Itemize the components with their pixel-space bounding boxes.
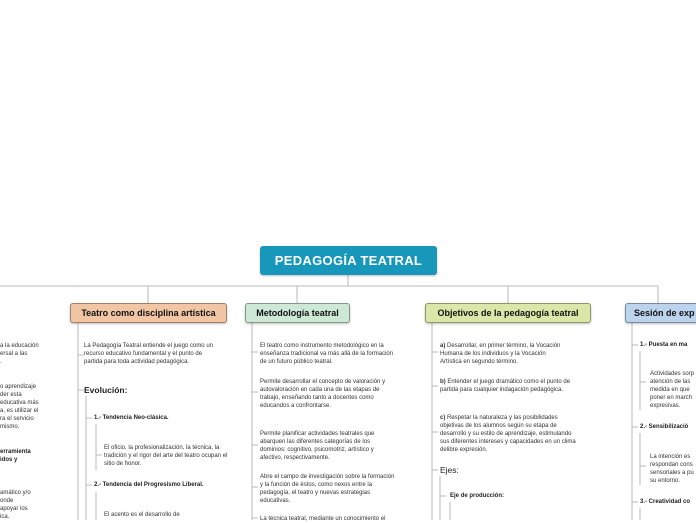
tendencia-neoclasica: 1.- Tendencia Neo-clásica. <box>94 415 169 421</box>
objetivo-b: b) Entender el juego dramático como el punto de partida para cualquier indagación pedagógica. <box>440 379 571 393</box>
branch-label: Teatro como disciplina artística <box>81 308 216 318</box>
evolucion-label: Evolución: <box>84 385 128 395</box>
root-title: PEDAGOGÍA TEATRAL <box>274 253 423 268</box>
objetivo-c: c) Respetar la naturaleza y las posibilidades objetivas de los alumnos según su etapa de desarrollo y su estilo de aprendizaje, estimulando sus diferentes intereses y capacidades en un clima delibre expresión. <box>440 415 576 453</box>
branch-teatro-disciplina[interactable] <box>70 303 227 323</box>
sesion-item-2: 2.- Sensibilizació <box>640 424 689 430</box>
metodologia-item-5: La técnica teatral, mediante un conocimiento el <box>260 516 386 522</box>
branch-label: Objetivos de la pedagogía teatral <box>437 308 579 318</box>
left-fragment-1: a la educación ersal a las . <box>0 343 39 365</box>
sesion-item-3: 3.- Creatividad co <box>640 499 691 505</box>
metodologia-item-4: Abre el campo de investigación sobre la formación y la función de éstos, como nexos entre la pedagogía, el teatro y nuevas estrategias educativas. <box>260 474 395 504</box>
left-fragment-3: erramienta idos y <box>0 449 31 463</box>
tendencia-progresismo-text: El acento es el desarrollo de <box>104 512 180 518</box>
sesion-item-1-text: Actividades sorp atención de las medida en que poner en march expresivas. <box>650 371 695 409</box>
tendencia-neoclasica-text: El oficio, la profesionalización, la técnica, la tradición y el rigor del arte del teatro ocupan el sitio de honor. <box>104 445 228 467</box>
left-fragment-4: amático y/o onde apoyar los ica. <box>0 490 31 520</box>
left-fragment-2: o aprendizaje der esta educativa más a, es utilizar el ra el servicio mismo. <box>0 384 39 430</box>
teatro-intro: La Pedagogía Teatral entiende el juego como un recurso educativo fundamental y el punto de partida para toda actividad pedagógica. <box>84 343 213 365</box>
root-topic[interactable] <box>260 246 437 275</box>
ejes-label: Ejes: <box>440 465 459 475</box>
objetivo-a: a) Desarrollar, en primer término, la Vocación Humana de los individuos y la Vocación Artística en segundo término. <box>440 343 561 365</box>
sesion-item-1: 1.- Puesta en ma <box>640 342 688 348</box>
branch-objetivos[interactable] <box>425 303 591 323</box>
branch-label: Metodología teatral <box>256 308 339 318</box>
eje-produccion: Eje de producción: <box>450 493 505 499</box>
branch-metodologia[interactable] <box>245 303 350 323</box>
metodologia-item-2: Permite desarrollar el concepto de valoración y autovaloración en cada una de las etapas de trabajo, enseñando tanto a docentes como educandos a confrontarse. <box>260 379 386 409</box>
metodologia-item-3: Permite planificar actividades teatrales que abarquen las diferentes categorías de los dominios: cognitivo, psicomotriz, artístico y afectivo, respectivamente. <box>260 431 375 461</box>
branch-sesion[interactable] <box>625 303 696 323</box>
tendencia-progresismo: 2.- Tendencia del Progresismo Liberal. <box>94 482 204 488</box>
metodologia-item-1: El teatro como instrumento metodológico en la enseñanza tradicional va más allá de la formación de un futuro público teatral. <box>260 343 394 365</box>
branch-label: Sesión de exp <box>634 308 695 318</box>
sesion-item-2-text: La intención es respondan cons sensoriales a pu su entorno. <box>650 454 694 484</box>
